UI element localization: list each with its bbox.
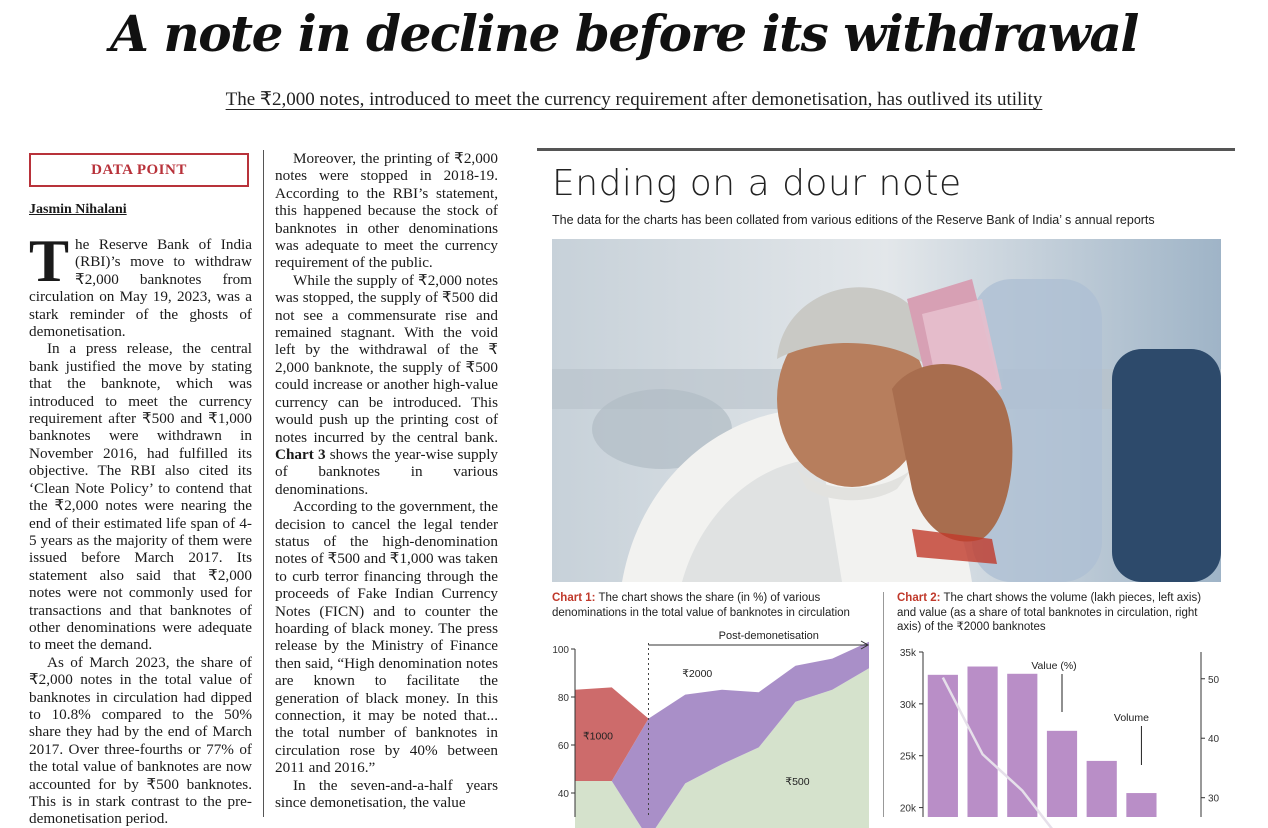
chart1-svg bbox=[548, 625, 876, 817]
chart-separator bbox=[883, 592, 884, 817]
deck bbox=[0, 88, 1268, 111]
volume-bar bbox=[967, 667, 997, 817]
y-tick-label: 100 bbox=[552, 645, 569, 656]
article-paragraph: Moreover, the printing of ₹2,000 notes were stopped in 2018-19. According to the RBI’s statement, this happened because the stock of banknotes in other denominations was adequate to meet the currency requirement of the public. bbox=[275, 150, 498, 272]
y-tick-label: 40 bbox=[557, 789, 569, 800]
series-label-2000: ₹2000 bbox=[682, 668, 713, 680]
series-label-500: ₹500 bbox=[785, 776, 810, 788]
volume-bar bbox=[1047, 731, 1077, 817]
chart2-bars bbox=[892, 642, 1232, 817]
right-tick-label: 30 bbox=[1208, 793, 1220, 805]
chart2-caption-label: Chart 2: bbox=[897, 592, 941, 604]
chart2-svg bbox=[892, 642, 1232, 817]
right-tick-label: 40 bbox=[1208, 734, 1220, 746]
chart1-caption-text: The chart shows the share (in %) of various denominations in the total value of banknotes in circulation bbox=[552, 592, 850, 619]
volume-bar bbox=[1007, 674, 1037, 817]
article-paragraph: In a press release, the central bank justified the move by stating that the banknote, which was introduced to meet the currency requirement after ₹500 and ₹1,000 banknotes were withdrawn in November 2016, had fulfilled its objective. The RBI also cited its ‘Clean Note Policy’ to contend that the ₹2,000 notes were nearing the end of their estimated life span of 4-5 years as the majority of them were issued before March 2017. Its statement also said that ₹2,000 notes were not commonly used for transactions and that banknotes of other denominations were adequate to meet the demand. bbox=[29, 340, 252, 654]
news-photo bbox=[552, 239, 1221, 582]
headline: A note in decline before its withdrawal bbox=[110, 4, 1138, 63]
article-column-2 bbox=[275, 150, 498, 817]
drop-cap: T bbox=[29, 228, 70, 294]
left-tick-label: 30k bbox=[899, 699, 916, 711]
article-paragraph: According to the government, the decision to cancel the legal tender status of the high-denomination notes of ₹500 and ₹1,000 was taken to curb terror financing through the proceeds of Fake Indian Currency Notes (FICN) and to counter the hoarding of black money. The press release by the Ministry of Finance then said, “High denomination notes are known to facilitate the generation of black money. In this connection, it may be noted that... the total number of banknotes in circulation rose by 40% between 2011 and 2016.” bbox=[275, 498, 498, 777]
chart2-caption bbox=[897, 591, 1222, 635]
y-tick-label: 60 bbox=[557, 741, 569, 752]
post-demonetisation-label: Post-demonetisation bbox=[718, 630, 819, 642]
volume-series-label: Volume bbox=[1113, 712, 1149, 724]
article-paragraph bbox=[29, 228, 252, 341]
value-series-label: Value (%) bbox=[1031, 660, 1077, 672]
left-tick-label: 35k bbox=[899, 648, 916, 659]
article-column-1 bbox=[29, 228, 252, 828]
chart-reference: Chart 3 bbox=[275, 445, 326, 463]
infographic-title: Ending on a dour note bbox=[552, 163, 962, 204]
chart1-area bbox=[548, 625, 876, 817]
column-rule bbox=[263, 150, 264, 817]
article-paragraph bbox=[275, 272, 498, 498]
article-paragraph: As of March 2023, the share of ₹2,000 notes in the total value of banknotes in circulation had dipped to 10.8% compared to the 50% share they had by the end of March 2017. Over three-fourths or 77% of the total value of banknotes are now accounted for by ₹500 banknotes. This is in stark contrast to the pre-demonetisation period. bbox=[29, 653, 252, 828]
deck-text: The ₹2,000 notes, introduced to meet the currency requirement after demonetisation, has outlived its utility bbox=[225, 89, 1043, 110]
series-label-1000: ₹1000 bbox=[582, 730, 614, 743]
chart1-caption-label: Chart 1: bbox=[552, 592, 596, 604]
left-tick-label: 25k bbox=[899, 751, 916, 763]
byline: Jasmin Nihalani bbox=[29, 202, 127, 217]
article-paragraph: In the seven-and-a-half years since demonetisation, the value bbox=[275, 776, 498, 812]
y-tick-label: 80 bbox=[557, 693, 569, 704]
article-paragraph-text: he Reserve Bank of India (RBI)’s move to withdraw ₹2,000 banknotes from circulation on May 19, 2023, was a stark reminder of the ghosts of demonetisation. bbox=[29, 236, 252, 341]
left-tick-label: 20k bbox=[899, 803, 916, 815]
article-paragraph-text: shows the year-wise supply of banknotes in various denominations. bbox=[275, 445, 499, 498]
volume-bar bbox=[1126, 793, 1156, 817]
photo-illustration bbox=[552, 239, 1221, 582]
volume-bar bbox=[1087, 761, 1117, 817]
article-paragraph-text: While the supply of ₹2,000 notes was stopped, the supply of ₹500 did not see a commensurate rise and remained stagnant. With the void left by the withdrawal of the ₹ 2,000 banknote, the supply of ₹500 could increase or another high-value currency can be introduced. This would push up the printing cost of notes incurred by the central bank. bbox=[275, 271, 498, 446]
right-tick-label: 50 bbox=[1208, 674, 1220, 686]
infographic-subtitle: The data for the charts has been collated from various editions of the Reserve Bank of India’ s annual reports bbox=[552, 213, 1155, 227]
data-point-label: DATA POINT bbox=[29, 153, 249, 187]
chart1-caption bbox=[552, 591, 872, 620]
chart2-caption-text: The chart shows the volume (lakh pieces, left axis) and value (as a share of total banknotes in circulation, right axis) of the ₹2000 banknotes bbox=[897, 592, 1202, 633]
